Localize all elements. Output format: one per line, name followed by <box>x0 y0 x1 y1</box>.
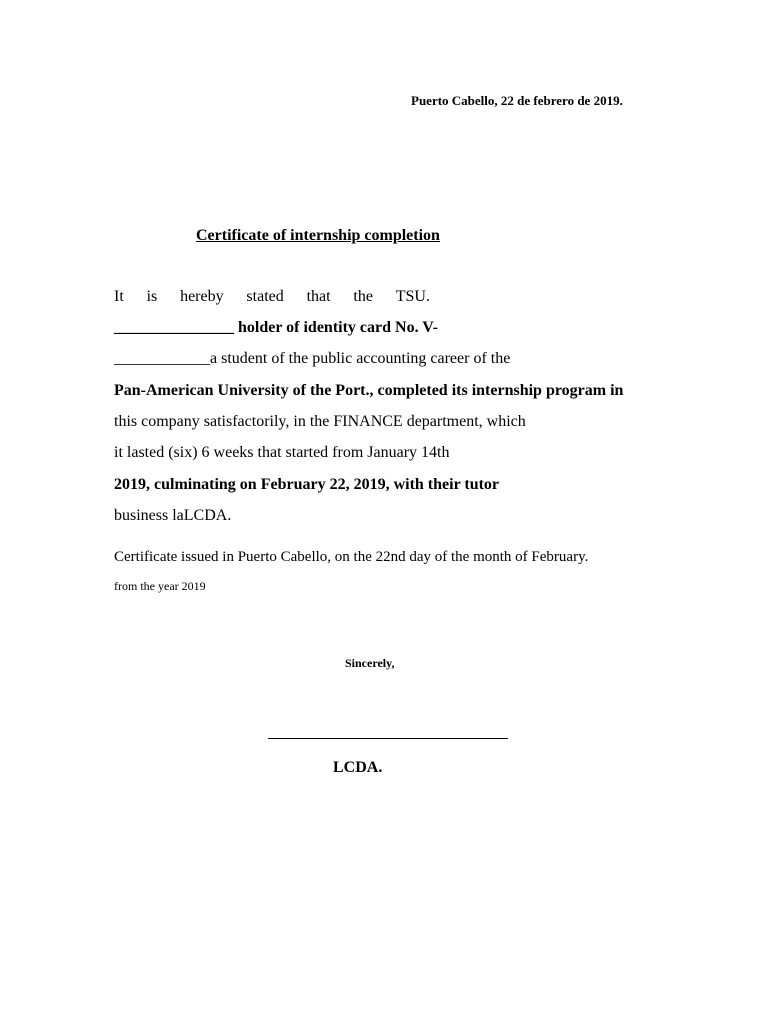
signatory-name: LCDA. <box>333 759 383 776</box>
body-line-4: Pan-American University of the Port., completed its internship program in <box>114 382 624 399</box>
signature-line <box>268 738 508 739</box>
body-word: It <box>114 288 124 305</box>
body-word: TSU. <box>395 288 430 305</box>
body-word: that <box>306 288 331 305</box>
body-word: hereby <box>180 288 224 305</box>
closing-salutation: Sincerely, <box>345 656 395 670</box>
issued-statement: Certificate issued in Puerto Cabello, on the 22nd day of the month of February. <box>114 549 589 565</box>
body-line-5: this company satisfactorily, in the FINANCE department, which <box>114 413 526 430</box>
body-line-6: it lasted (six) 6 weeks that started from January 14th <box>114 444 450 461</box>
body-word: the <box>353 288 373 305</box>
body-line-2: _______________ holder of identity card No. V- <box>114 319 438 336</box>
body-line-8: business laLCDA. <box>114 507 232 524</box>
body-word: is <box>146 288 158 305</box>
body-line-7: 2019, culminating on February 22, 2019, with their tutor <box>114 476 500 493</box>
document-title <box>196 227 518 245</box>
title-text: Certificate of internship completion <box>196 227 440 244</box>
body-line-1 <box>114 288 430 306</box>
issued-year: from the year 2019 <box>114 579 206 593</box>
date-line: Puerto Cabello, 22 de febrero de 2019. <box>411 93 623 108</box>
body-line-3: ____________a student of the public accounting career of the <box>114 350 511 367</box>
body-word: stated <box>246 288 284 305</box>
